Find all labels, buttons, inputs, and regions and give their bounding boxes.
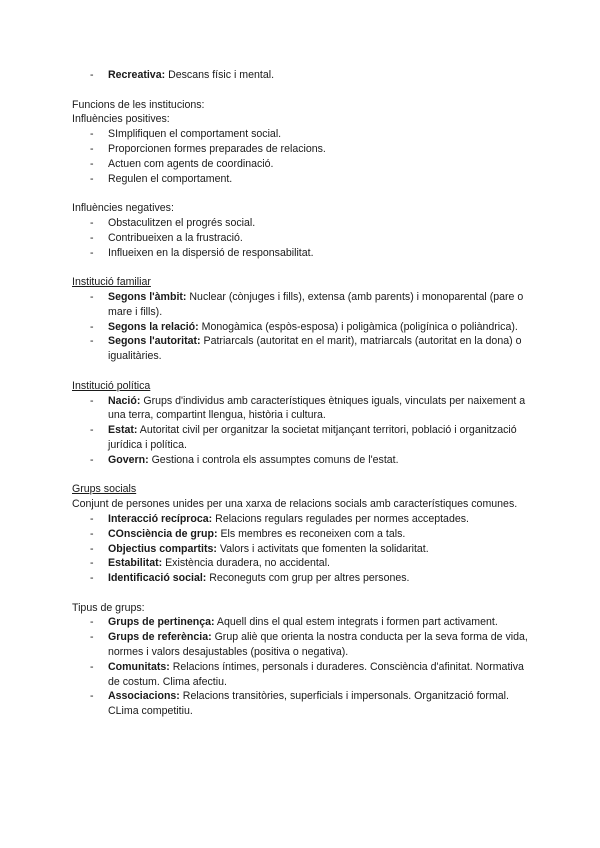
politica-heading: Institució política <box>72 379 151 392</box>
document-page <box>72 68 532 719</box>
list-item: - Segons l'autoritat: Patriarcals (autoritat en el marit), matriarcals (autoritat en la dona) o igualitàries. <box>90 335 522 363</box>
negative-title: Influències negatives: <box>72 202 174 215</box>
list-item: - Contribueixen a la frustració. <box>90 231 243 244</box>
grups-intro: Conjunt de persones unides per una xarxa de relacions socials amb característiques comunes. <box>72 498 518 511</box>
grups-heading: Grups socials <box>72 483 137 496</box>
top-list <box>72 68 532 83</box>
list-item: - Actuen com agents de coordinació. <box>90 157 274 170</box>
politica-list <box>72 394 532 468</box>
list-item: - Identificació social: Reconeguts com grup per altres persones. <box>90 572 410 585</box>
list-item: - Influeixen en la dispersió de responsabilitat. <box>90 246 314 259</box>
positive-title: Influències positives: <box>72 113 170 126</box>
familiar-heading: Institució familiar <box>72 276 151 289</box>
tipus-list <box>72 615 532 719</box>
list-item: - COnsciència de grup: Els membres es reconeixen com a tals. <box>90 527 406 540</box>
list-item: - Nació: Grups d'individus amb característiques ètniques iguals, vinculats per naixement a una terra, compartint llengua, història i cultura. <box>90 394 526 422</box>
list-item: - Proporcionen formes preparades de relacions. <box>90 142 326 155</box>
funcions-title: Funcions de les institucions: <box>72 98 205 111</box>
positive-list <box>72 127 532 186</box>
list-item: - Govern: Gestiona i controla els assumptes comuns de l'estat. <box>90 453 399 466</box>
grups-list <box>72 512 532 586</box>
list-item: - Regulen el comportament. <box>90 172 233 185</box>
list-item: - Recreativa: Descans físic i mental. <box>90 69 275 81</box>
familiar-list <box>72 290 532 364</box>
list-item: - Segons la relació: Monogàmica (espòs-esposa) i poligàmica (poligínica o poliàndrica). <box>90 320 518 333</box>
list-item: - Objectius compartits: Valors i activitats que fomenten la solidaritat. <box>90 542 429 555</box>
list-item: - Segons l'àmbit: Nuclear (cònjuges i fills), extensa (amb parents) i monoparental (pare o mare i fills). <box>90 290 524 318</box>
list-item: - Associacions: Relacions transitòries, superficials i impersonals. Organització formal. CLima competitiu. <box>90 690 509 718</box>
list-item: - Obstaculitzen el progrés social. <box>90 216 256 229</box>
list-item: - Interacció recíproca: Relacions regulars regulades per normes acceptades. <box>90 512 469 525</box>
list-item: - SImplifiquen el comportament social. <box>90 128 282 141</box>
negative-list <box>72 216 532 260</box>
list-item: - Estat: Autoritat civil per organitzar la societat mitjançant territori, població i organització jurídica i política. <box>90 424 517 451</box>
list-item: - Estabilitat: Existència duradera, no accidental. <box>90 557 330 570</box>
list-item: - Grups de referència: Grup aliè que orienta la nostra conducta per la seva forma de vida, normes i valors desajustables (positiva o negativa). <box>90 631 528 659</box>
list-item: - Grups de pertinença: Aquell dins el qual estem integrats i formen part activament. <box>90 616 498 629</box>
tipus-title: Tipus de grups: <box>72 601 145 614</box>
list-item: - Comunitats: Relacions íntimes, personals i duraderes. Consciència d'afinitat. Normativa de costum. Clima afectiu. <box>90 660 524 688</box>
